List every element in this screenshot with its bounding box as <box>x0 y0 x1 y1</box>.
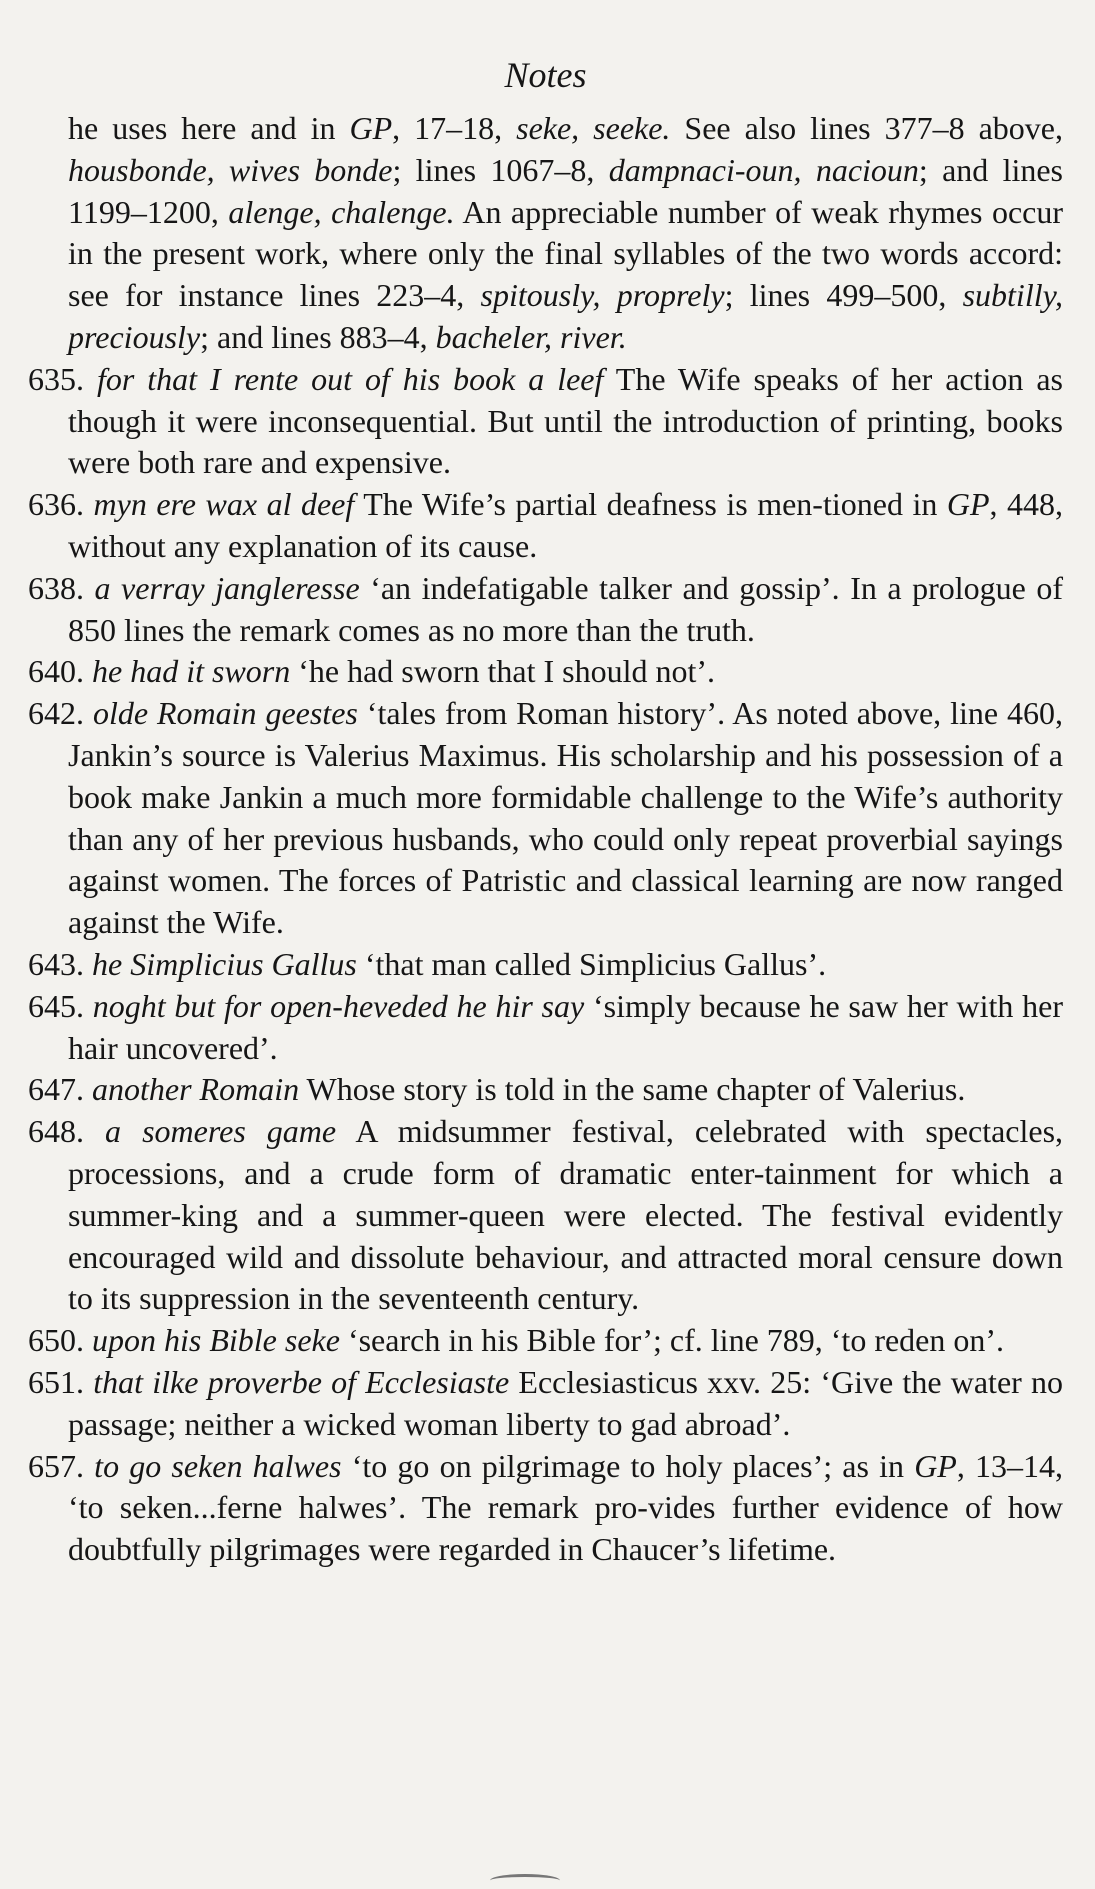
note-line-number: 651. <box>28 1363 84 1400</box>
body-text: ‘tales from Roman history’. As noted above, line 460, Jankin’s source is Valerius Maximus. His scholarship and his possession of a book make Jankin a much more formidable challenge to the Wife’s authority than any of her previous husbands, who could only repeat proverbial sayings against women. The forces of Patristic and classical learning are now ranged against the Wife. <box>68 695 1064 941</box>
italic-text: GP <box>914 1447 957 1484</box>
body-text: , 17–18, <box>392 110 517 146</box>
note-entry <box>28 1069 1063 1111</box>
note-line-number: 638. <box>28 569 84 606</box>
body-text: See also lines 377–8 above, <box>670 110 1064 146</box>
body-text: Whose story is told in the same chapter of Valerius. <box>306 1071 966 1108</box>
body-text: ‘he had sworn that I should not’. <box>298 653 716 690</box>
running-header: Notes <box>504 55 587 95</box>
note-lemma: for that I rente out of his book a leef <box>96 360 604 397</box>
note-line-number: 657. <box>28 1447 84 1484</box>
note-line-number: 640. <box>28 653 84 690</box>
note-lemma: that ilke proverbe of Ecclesiaste <box>93 1363 510 1400</box>
note-lemma: he Simplicius Gallus <box>92 945 357 982</box>
note-entry <box>28 568 1063 652</box>
italic-text: alenge, chalenge. <box>228 193 455 230</box>
note-entry <box>28 693 1063 944</box>
body-text: ‘that man called Simplicius Gallus’. <box>364 945 827 982</box>
italic-text: GP <box>349 110 393 146</box>
note-lemma: he had it sworn <box>92 653 291 690</box>
italic-text: housbonde, wives bonde <box>68 151 393 188</box>
note-continuation <box>28 108 1063 359</box>
page-edge-mark <box>490 1874 560 1887</box>
body-text: A midsummer festival, celebrated with spectacles, processions, and a crude form of dramatic enter-tainment for which a summer-king and a summer-queen were elected. The festival evidently encouraged wild and dissolute behaviour, and attracted moral censure down to its suppression in the seventeenth century. <box>68 1113 1064 1317</box>
body-text: , 13–14, ‘to seken...ferne halwes’. The remark pro-vides further evidence of how doubtfully pilgrimages were regarded in Chaucer’s lifetime. <box>68 1447 1064 1568</box>
italic-text: spitously, proprely <box>480 277 725 314</box>
body-text: ‘an indefatigable talker and gossip’. In a prologue of 850 lines the remark comes as no more than the truth. <box>68 569 1064 648</box>
body-text: The Wife’s partial deafness is men-tioned in <box>363 486 947 523</box>
note-line-number: 642. <box>28 695 84 732</box>
italic-text: bacheler, river. <box>435 318 627 355</box>
note-line-number: 645. <box>28 987 84 1024</box>
notes-list <box>28 108 1063 1571</box>
body-text: Ecclesiasticus xxv. 25: ‘Give the water no passage; neither a wicked woman liberty to gad abroad’. <box>68 1363 1064 1442</box>
note-lemma: to go seken halwes <box>94 1447 342 1484</box>
note-entry <box>28 359 1063 484</box>
note-lemma: noght but for open-heveded he hir say <box>92 987 585 1024</box>
body-text: ; and lines 883–4, <box>200 318 436 355</box>
note-lemma: myn ere wax al deef <box>93 486 355 523</box>
note-entry <box>28 1320 1063 1362</box>
note-line-number: 636. <box>28 486 84 523</box>
note-lemma: upon his Bible seke <box>92 1322 340 1359</box>
italic-text: seke, seeke. <box>516 110 671 146</box>
body-text: ; lines 499–500, <box>724 277 963 314</box>
note-line-number: 643. <box>28 945 84 982</box>
body-text: , 448, without any explanation of its cause. <box>68 486 1064 564</box>
note-entry <box>28 484 1063 568</box>
body-text: The Wife speaks of her action as though it were inconsequential. But until the introduction of printing, books were both rare and expensive. <box>68 360 1063 481</box>
body-text: he uses here and in <box>68 110 350 146</box>
note-line-number: 647. <box>28 1071 84 1108</box>
note-lemma: a verray jangleresse <box>94 569 360 606</box>
body-text: ; and lines 1199–1200, <box>68 151 1064 230</box>
note-line-number: 648. <box>28 1113 84 1150</box>
italic-text: subtilly, preciously <box>68 277 1064 355</box>
note-line-number: 650. <box>28 1322 84 1359</box>
note-entry <box>28 1446 1063 1571</box>
body-text: ‘to go on pilgrimage to holy places’; as in <box>351 1447 915 1484</box>
note-entry <box>28 1111 1063 1320</box>
note-entry <box>28 1362 1063 1446</box>
note-lemma: olde Romain geestes <box>92 695 358 732</box>
body-text: ‘search in his Bible for’; cf. line 789, ‘to reden on’. <box>347 1322 1005 1359</box>
note-entry <box>28 651 1063 693</box>
body-text: ; lines 1067–8, <box>392 151 609 188</box>
note-lemma: a someres game <box>105 1113 337 1150</box>
italic-text: dampnaci-oun, nacioun <box>608 151 919 188</box>
note-entry <box>28 986 1063 1070</box>
note-lemma: another Romain <box>92 1071 300 1108</box>
body-text: An appreciable number of weak rhymes occur in the present work, where only the final syllables of the two words accord: see for instance lines 223–4, <box>68 193 1064 314</box>
italic-text: GP <box>946 486 990 523</box>
note-line-number: 635. <box>28 360 84 397</box>
note-entry <box>28 944 1063 986</box>
body-text: ‘simply because he saw her with her hair uncovered’. <box>68 987 1064 1066</box>
